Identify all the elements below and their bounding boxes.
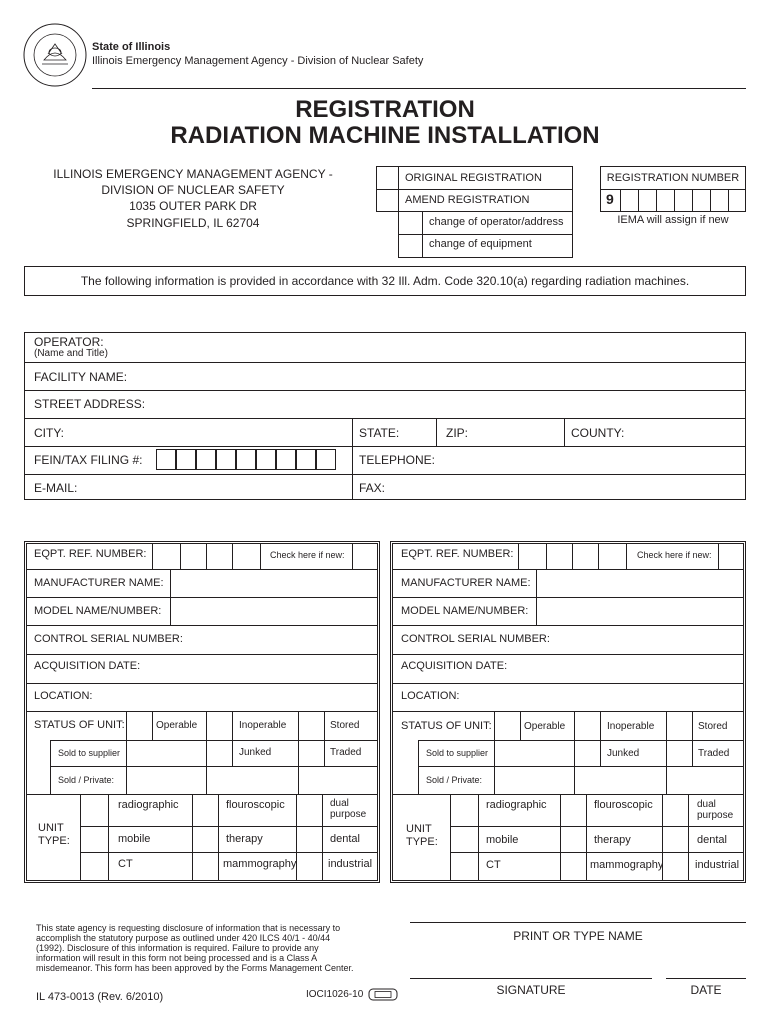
check-new-label: Check here if new: <box>637 550 712 560</box>
industrial-label: industrial <box>328 858 373 870</box>
stored-label: Stored <box>330 720 360 731</box>
radiographic-checkbox[interactable] <box>451 795 477 825</box>
ct-label: CT <box>486 859 501 871</box>
stored-label: Stored <box>698 721 728 732</box>
facility-name-input[interactable] <box>140 366 740 386</box>
flouroscopic-checkbox[interactable] <box>561 795 585 825</box>
sold-private-input[interactable] <box>496 769 742 791</box>
manufacturer-input[interactable] <box>172 572 376 594</box>
signature-line <box>410 978 652 979</box>
radiographic-checkbox[interactable] <box>81 795 107 825</box>
form-subtitle: RADIATION MACHINE INSTALLATION <box>170 122 600 149</box>
ct-checkbox[interactable] <box>81 853 107 880</box>
operable-checkbox[interactable] <box>495 712 519 739</box>
therapy-label: therapy <box>594 834 631 846</box>
disclosure-line: This state agency is requesting disclosure of information that is necessary to <box>36 923 341 933</box>
print-name-label: PRINT OR TYPE NAME <box>513 929 643 943</box>
status-label: STATUS OF UNIT: <box>401 720 492 732</box>
disclosure-line: accomplish the statutory purpose as outlined under 420 ILCS 40/1 - 40/44 <box>36 933 331 943</box>
industrial-checkbox[interactable] <box>297 853 321 880</box>
operator-label: OPERATOR: <box>34 335 104 349</box>
dental-label: dental <box>330 833 360 845</box>
unit-type-label: TYPE: <box>38 835 70 847</box>
dual-purpose-checkbox[interactable] <box>297 795 321 825</box>
fax-label: FAX: <box>359 481 386 495</box>
ct-checkbox[interactable] <box>451 853 477 880</box>
acquisition-label: ACQUISITION DATE: <box>401 660 508 672</box>
change-operator-label: change of operator/address <box>429 216 564 228</box>
dual-purpose-checkbox[interactable] <box>663 795 687 825</box>
mammography-label: mammography <box>223 858 297 870</box>
location-label: LOCATION: <box>401 690 460 702</box>
city-input[interactable] <box>72 422 348 442</box>
disclosure-line: (1992). Disclosure of this information is required. Failure to provide any <box>36 943 319 953</box>
junked-checkbox[interactable] <box>207 741 231 765</box>
address-line: ILLINOIS EMERGENCY MANAGEMENT AGENCY - <box>53 167 333 181</box>
operable-label: Operable <box>156 720 198 731</box>
traded-checkbox[interactable] <box>667 741 691 765</box>
manufacturer-label: MANUFACTURER NAME: <box>401 577 531 589</box>
date-input[interactable] <box>666 956 746 976</box>
address-line: 1035 OUTER PARK DR <box>129 199 257 213</box>
original-registration-label: ORIGINAL REGISTRATION <box>405 172 542 184</box>
notice-text: The following information is provided in accordance with 32 Ill. Adm. Code 320.10(a) regarding radiation machines. <box>80 274 690 288</box>
acquisition-label: ACQUISITION DATE: <box>34 660 141 672</box>
location-input[interactable] <box>96 686 376 708</box>
mobile-label: mobile <box>118 833 151 845</box>
dental-checkbox[interactable] <box>663 827 687 851</box>
date-label: DATE <box>690 983 722 997</box>
dental-checkbox[interactable] <box>297 827 321 851</box>
inoperable-label: Inoperable <box>607 721 655 732</box>
eqpt-ref-label: EQPT. REF. NUMBER: <box>34 548 147 560</box>
address-line: SPRINGFIELD, IL 62704 <box>126 216 260 230</box>
junked-label: Junked <box>239 747 272 758</box>
telephone-input[interactable] <box>446 450 740 470</box>
state-input[interactable] <box>404 422 432 442</box>
sold-supplier-label: Sold to supplier <box>426 748 489 758</box>
manufacturer-input[interactable] <box>538 572 742 594</box>
model-label: MODEL NAME/NUMBER: <box>34 605 162 617</box>
original-registration-checkbox[interactable] <box>377 167 398 189</box>
mammography-label: mammography <box>590 859 664 871</box>
seal-icon <box>22 22 88 88</box>
state-seal <box>22 22 88 88</box>
signature-input[interactable] <box>410 956 652 976</box>
address-line: DIVISION OF NUCLEAR SAFETY <box>101 183 285 197</box>
signature-label: SIGNATURE <box>496 983 566 997</box>
form-title: REGISTRATION <box>295 96 475 123</box>
mobile-label: mobile <box>486 834 519 846</box>
email-input[interactable] <box>90 478 348 498</box>
zip-input[interactable] <box>472 422 560 442</box>
check-new-checkbox[interactable] <box>719 544 743 568</box>
location-label: LOCATION: <box>34 690 93 702</box>
disclosure-line: information will result in this form not being processed and is a Class A <box>36 953 318 963</box>
mobile-checkbox[interactable] <box>81 827 107 851</box>
fax-input[interactable] <box>392 478 740 498</box>
model-label: MODEL NAME/NUMBER: <box>401 605 529 617</box>
flouroscopic-label: flouroscopic <box>594 799 653 811</box>
serial-label: CONTROL SERIAL NUMBER: <box>34 633 183 645</box>
unit-type-label: UNIT <box>38 822 64 834</box>
form-number: IL 473-0013 (Rev. 6/2010) <box>36 991 164 1003</box>
status-label: STATUS OF UNIT: <box>34 719 125 731</box>
agency-name: Illinois Emergency Management Agency - Division of Nuclear Safety <box>92 55 424 67</box>
ct-label: CT <box>118 858 133 870</box>
serial-input[interactable] <box>180 629 376 651</box>
model-input[interactable] <box>538 600 742 622</box>
check-new-label: Check here if new: <box>270 550 345 560</box>
zip-label: ZIP: <box>446 426 469 440</box>
print-name-line <box>410 922 746 923</box>
dual-purpose-label: dual <box>697 799 716 810</box>
eqpt-ref-input[interactable] <box>520 546 624 566</box>
flouroscopic-label: flouroscopic <box>226 799 285 811</box>
street-address-label: STREET ADDRESS: <box>34 397 146 411</box>
state-label: STATE: <box>359 426 400 440</box>
therapy-checkbox[interactable] <box>193 827 217 851</box>
change-operator-checkbox[interactable] <box>399 213 421 234</box>
city-label: CITY: <box>34 426 65 440</box>
telephone-label: TELEPHONE: <box>359 453 436 467</box>
check-new-checkbox[interactable] <box>353 544 377 568</box>
model-input[interactable] <box>172 600 376 622</box>
change-equipment-label: change of equipment <box>429 238 532 250</box>
sold-private-input[interactable] <box>128 769 376 791</box>
amend-registration-checkbox[interactable] <box>377 190 398 211</box>
serial-label: CONTROL SERIAL NUMBER: <box>401 633 550 645</box>
change-equipment-checkbox[interactable] <box>399 235 421 257</box>
registration-number-prefix: 9 <box>606 191 614 207</box>
sold-private-label: Sold / Private: <box>58 775 115 785</box>
unit-type-label: TYPE: <box>406 836 438 848</box>
date-line <box>666 978 746 979</box>
disclosure-line: misdemeanor. This form has been approved by the Forms Management Center. <box>36 963 354 973</box>
fein-label: FEIN/TAX FILING #: <box>34 453 143 467</box>
traded-checkbox[interactable] <box>299 741 323 765</box>
unit-type-label: UNIT <box>406 823 432 835</box>
traded-label: Traded <box>698 748 730 759</box>
therapy-checkbox[interactable] <box>561 827 585 851</box>
inoperable-checkbox[interactable] <box>575 712 599 739</box>
location-input[interactable] <box>462 686 742 708</box>
operator-input[interactable] <box>160 336 740 358</box>
industrial-checkbox[interactable] <box>663 853 687 880</box>
stored-checkbox[interactable] <box>299 712 323 739</box>
junked-label: Junked <box>607 748 640 759</box>
dual-purpose-label: purpose <box>330 809 367 820</box>
facility-name-label: FACILITY NAME: <box>34 370 128 384</box>
therapy-label: therapy <box>226 833 263 845</box>
email-label: E-MAIL: <box>34 481 78 495</box>
ioci-number: IOCI1026-10 <box>306 989 364 1000</box>
serial-input[interactable] <box>548 629 742 651</box>
street-address-input[interactable] <box>160 394 740 414</box>
ioci-logo-icon <box>368 988 398 1001</box>
print-name-input[interactable] <box>410 900 746 920</box>
dental-label: dental <box>697 834 727 846</box>
eqpt-ref-input[interactable] <box>154 546 258 566</box>
county-input[interactable] <box>630 422 742 442</box>
sold-supplier-label: Sold to supplier <box>58 748 121 758</box>
inoperable-checkbox[interactable] <box>207 712 231 739</box>
stored-checkbox[interactable] <box>667 712 691 739</box>
junked-checkbox[interactable] <box>575 741 599 765</box>
amend-registration-label: AMEND REGISTRATION <box>405 194 530 206</box>
registration-number-input[interactable] <box>622 191 744 210</box>
operable-checkbox[interactable] <box>127 712 151 739</box>
industrial-label: industrial <box>695 859 740 871</box>
radiographic-label: radiographic <box>118 799 179 811</box>
inoperable-label: Inoperable <box>239 720 287 731</box>
header-rule <box>92 88 746 89</box>
acquisition-input[interactable] <box>140 657 376 679</box>
dual-purpose-label: purpose <box>697 810 734 821</box>
operator-sublabel: (Name and Title) <box>34 348 108 359</box>
registration-number-note: IEMA will assign if new <box>617 214 729 226</box>
registration-number-label: REGISTRATION NUMBER <box>606 172 740 184</box>
sold-private-label: Sold / Private: <box>426 775 483 785</box>
state-name: State of Illinois <box>92 41 171 53</box>
ioci-logo <box>368 988 398 1001</box>
county-label: COUNTY: <box>571 426 625 440</box>
traded-label: Traded <box>330 747 362 758</box>
flouroscopic-checkbox[interactable] <box>193 795 217 825</box>
mobile-checkbox[interactable] <box>451 827 477 851</box>
operable-label: Operable <box>524 721 566 732</box>
dual-purpose-label: dual <box>330 798 349 809</box>
eqpt-ref-label: EQPT. REF. NUMBER: <box>401 548 514 560</box>
radiographic-label: radiographic <box>486 799 547 811</box>
mammography-checkbox[interactable] <box>561 853 585 880</box>
acquisition-input[interactable] <box>508 657 742 679</box>
manufacturer-label: MANUFACTURER NAME: <box>34 577 164 589</box>
mammography-checkbox[interactable] <box>193 853 217 880</box>
